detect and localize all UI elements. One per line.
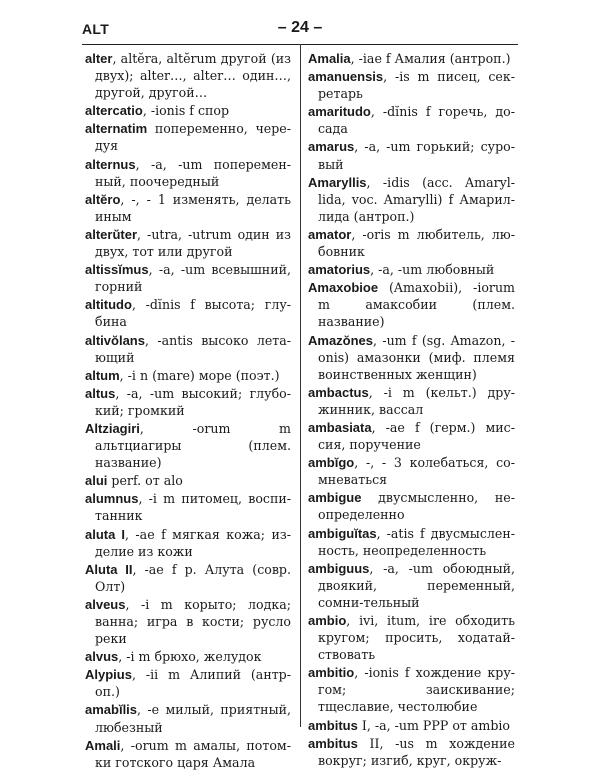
dictionary-entry [308, 68, 515, 102]
definition: , -utra, -utrum один из двух, тот или другой [95, 226, 291, 260]
dictionary-entry [85, 737, 291, 771]
definition: , -orum m альтциагиры (плем. название) [95, 420, 291, 471]
dictionary-entry [308, 612, 515, 663]
headword: Aluta II [85, 561, 133, 577]
dictionary-entry [85, 490, 291, 524]
dictionary-entry [85, 332, 291, 366]
headword: altissĭmus [85, 262, 149, 278]
headword: Amazŏnes [308, 332, 374, 348]
headword: aluta I [85, 526, 125, 542]
dictionary-entry [308, 279, 515, 330]
dictionary-entry [85, 701, 291, 735]
headword: Alypius [85, 667, 132, 683]
definition: , -dĭnis f высота; глу-бина [95, 297, 291, 330]
headword: amarus [308, 139, 355, 155]
headword: ambiguus [308, 560, 370, 576]
headword: Amaxobioe [308, 280, 379, 296]
headword: ambasiata [308, 419, 372, 435]
headword: alvus [85, 649, 119, 665]
dictionary-entry [308, 138, 515, 172]
headword: altus [85, 385, 116, 401]
definition: попеременно, чере-дуя [95, 121, 291, 154]
dictionary-entry [308, 332, 515, 383]
headword: altĕro [85, 191, 121, 207]
dictionary-entry [85, 385, 291, 419]
headword: amator [308, 226, 352, 242]
page-header [82, 19, 518, 43]
definition: , -a, -um любовный [370, 262, 495, 278]
definition: , -ii m Алипий (антр-оп.) [95, 667, 291, 700]
headword: ambĭgo [308, 455, 355, 471]
dictionary-entry [85, 261, 291, 295]
dictionary-entry [308, 489, 515, 523]
headword: ambigue [308, 490, 362, 506]
definition: , -e милый, приятный, любезный [95, 702, 291, 735]
headword: ambitus [308, 735, 358, 751]
headword: Altziagiri [85, 420, 140, 436]
definition: , -i m питомец, воспи-танник [95, 491, 291, 524]
definition: , -i m брюхо, желудок [118, 649, 262, 665]
headword: amatorius [308, 262, 371, 278]
definition: , -a, -um поперемен-ный, поочередный [95, 156, 291, 189]
dictionary-entry [308, 50, 515, 67]
headword: alterŭter [85, 226, 138, 242]
headword: amabĭlis [85, 702, 138, 718]
definition: , -is m писец, сек-ретарь [318, 69, 515, 102]
definition: , ivi, itum, ire обходить кругом; просить, ходатай-ствовать [318, 613, 515, 663]
definition: , altĕra, altĕrum другой (из двух); alter…, alter… один…, другой, другой… [95, 51, 291, 101]
definition: , -antis высоко лета-ющий [95, 332, 291, 365]
definition: , -, - 1 изменять, делать иным [95, 191, 291, 224]
headword: alternatim [85, 121, 148, 137]
dictionary-entry [85, 226, 291, 260]
dictionary-entry [308, 384, 515, 418]
headword: amaritudo [308, 104, 371, 120]
definition: , -ae f мягкая кожа; из-делие из кожи [95, 526, 291, 559]
column-divider [300, 44, 301, 727]
dictionary-entry [85, 420, 291, 471]
headword: alui [85, 473, 108, 489]
left-column [85, 50, 291, 772]
dictionary-entry [85, 666, 291, 700]
headword: Amalia [308, 51, 351, 66]
headword: alumnus [85, 491, 139, 507]
headword: Amali [85, 737, 121, 753]
headword: ambiguĭtas [308, 525, 377, 541]
right-column [308, 50, 515, 770]
definition: , -a, -um обоюдный, двоякий, переменный, сомни-тельный [318, 560, 515, 610]
dictionary-entry [85, 156, 291, 190]
dictionary-entry [308, 261, 515, 278]
dictionary-entry [308, 454, 515, 488]
definition: (Amaxobii), -iorum m амаксобии (плем. название) [318, 280, 515, 330]
dictionary-entry [85, 50, 291, 101]
definition: , -ae f (герм.) мис-сия, поручение [318, 419, 515, 453]
definition: , -ae f p. Алута (совр. Олт) [95, 561, 291, 594]
definition: II, -us m хождение вокруг; изгиб, круг, окруж- [318, 735, 515, 768]
headword: ambitio [308, 665, 355, 681]
headword: ambio [308, 613, 347, 628]
definition: , -oris m любитель, лю-бовник [318, 226, 515, 260]
definition: , -, - 3 колебаться, со-мневаться [318, 455, 515, 488]
definition: , -ionis f спор [142, 103, 230, 119]
dictionary-entry [85, 191, 291, 225]
dictionary-entry [308, 664, 515, 715]
dictionary-entry [85, 596, 291, 647]
dictionary-entry [308, 735, 515, 769]
headword: altum [85, 367, 120, 383]
dictionary-entry [308, 560, 515, 611]
definition: , -i m корыто; лодка; ванна; игра в кости; русло реки [95, 596, 291, 647]
definition: , -um f (sg. Amazon, -onis) амазонки (миф. племя воинственных женщин) [318, 332, 515, 382]
definition: , -dĭnis f горечь, до-сада [318, 104, 515, 137]
dictionary-entry [85, 472, 291, 489]
dictionary-entry [308, 419, 515, 453]
definition: , -orum m амалы, потом-ки готского царя Амала [95, 737, 291, 770]
dictionary-entry [308, 103, 515, 137]
dictionary-entry [85, 296, 291, 330]
definition: , -i n (mare) море (поэт.) [119, 367, 280, 383]
dictionary-entry [85, 526, 291, 560]
dictionary-entry [308, 525, 515, 559]
definition: , -i m (кельт.) дру-жинник, вассал [318, 384, 515, 417]
page-number: – 24 – [277, 19, 323, 36]
dictionary-entry [308, 226, 515, 260]
headword: alveus [85, 596, 126, 612]
definition: , -ionis f хождение кру-гом; заискивание; тщеславие, честолюбие [318, 665, 515, 715]
headword: alter [85, 51, 113, 66]
headword: ambitus [308, 717, 358, 733]
dictionary-entry [85, 367, 291, 384]
definition: , -a, -um горький; суро-вый [318, 139, 515, 172]
definition: , -iae f Амалия (антроп.) [350, 51, 511, 66]
headword: altivŏlans [85, 332, 145, 348]
definition: , -atis f двусмыслен-ность, неопределенность [318, 525, 515, 558]
definition: , -a, -um высокий; глубо-кий; громкий [95, 385, 291, 418]
headword: ambactus [308, 384, 369, 400]
definition: perf. от alo [107, 473, 183, 489]
dictionary-entry [308, 717, 515, 734]
dictionary-entry [85, 102, 291, 119]
headword: amanuensis [308, 69, 384, 85]
dictionary-entry [85, 561, 291, 595]
definition: I, -a, -um PPP от ambio [357, 717, 511, 733]
dictionary-entry [308, 174, 515, 225]
definition: , -idis (acc. Amaryl-lida, voc. Amarylli) f Амарил-лида (антроп.) [318, 174, 515, 224]
headword: altercatio [85, 103, 143, 119]
definition: двусмысленно, не-определенно [318, 490, 515, 523]
headword: Amaryllis [308, 174, 367, 190]
dictionary-entry [85, 648, 291, 665]
dictionary-entry [85, 120, 291, 154]
definition: , -a, -um всевышний, горний [95, 262, 291, 295]
headword: altitudo [85, 297, 132, 313]
guide-word: ALT [82, 21, 110, 37]
headword: alternus [85, 156, 136, 172]
